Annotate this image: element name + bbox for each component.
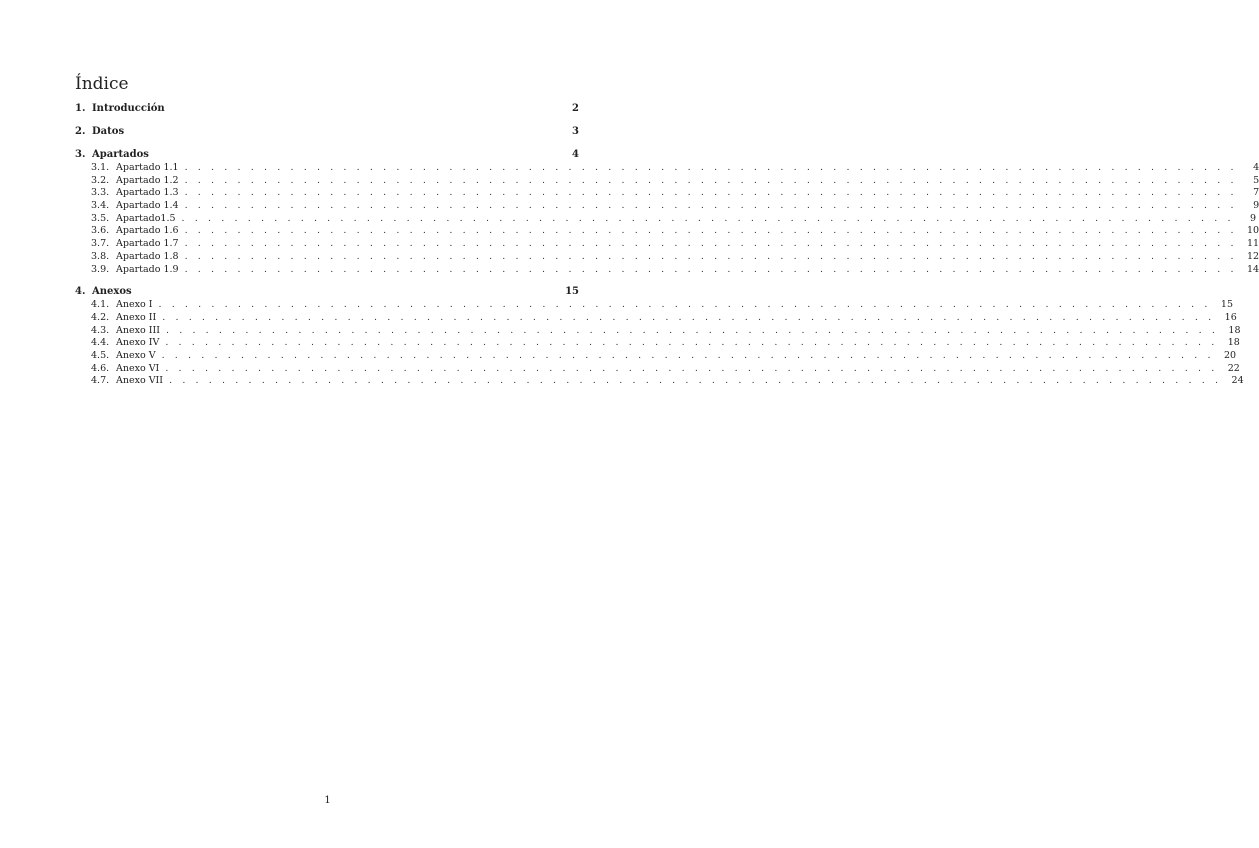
toc-subsection-number: 3.6. xyxy=(91,225,110,237)
toc-subsection-entry[interactable] xyxy=(75,250,1259,264)
toc-subsection-entry[interactable] xyxy=(75,225,1259,238)
toc-subsection-entry[interactable] xyxy=(75,362,1240,376)
dot-leader: . . . . . . . . . . . . . . . . . . . . . . . . . . . . . . . . . . . . . . . . . . . . . . . . . . . . . . . . . . . . . . . . . . . . . . . . . . . . . . . . xyxy=(162,311,1215,323)
toc-subsection-page: 18 xyxy=(1227,337,1240,349)
toc-subsection-title: Anexo II xyxy=(116,311,157,323)
toc-subsection-title: Anexo III xyxy=(116,324,160,336)
toc-section-page: 3 xyxy=(572,126,579,137)
toc-title: Índice xyxy=(75,74,129,94)
section-spacer xyxy=(75,139,579,148)
toc-subsection-title: Apartado 1.3 xyxy=(116,187,179,199)
toc-subsection-page: 14 xyxy=(1247,263,1259,275)
toc-subsection-page: 24 xyxy=(1231,375,1244,387)
toc-subsection-number: 4.6. xyxy=(91,362,110,374)
toc-subsection-title: Anexo VI xyxy=(116,362,160,374)
toc-subsection-entry[interactable] xyxy=(75,337,1240,350)
toc-section-number: 1. xyxy=(75,103,86,114)
toc-subsection-number: 3.7. xyxy=(91,238,110,250)
dot-leader: . . . . . . . . . . . . . . . . . . . . . . . . . . . . . . . . . . . . . . . . . . . . . . . . . . . . . . . . . . . . . . . . . . . . . . . . . . . . . . . . xyxy=(184,263,1238,275)
toc-subsection-page: 7 xyxy=(1253,187,1259,199)
toc-subsection-entry[interactable] xyxy=(75,174,1259,188)
toc-section-entry[interactable] xyxy=(75,125,579,139)
toc-subsection-title: Apartado1.5 xyxy=(116,212,176,224)
toc-subsection-title: Apartado 1.4 xyxy=(116,200,179,212)
dot-leader: . . . . . . . . . . . . . . . . . . . . . . . . . . . . . . . . . . . . . . . . . . . . . . . . . . . . . . . . . . . . . . . . . . . . . . . . . . . . . . . . xyxy=(184,238,1238,250)
toc-section-title: Introducción xyxy=(92,103,165,114)
toc-subsection-page: 9 xyxy=(1253,200,1259,212)
toc-subsection-page: 4 xyxy=(1253,162,1259,173)
dot-leader: . . . . . . . . . . . . . . . . . . . . . . . . . . . . . . . . . . . . . . . . . . . . . . . . . . . . . . . . . . . . . . . . . . . . . . . . . . . . . . . . xyxy=(184,200,1238,212)
dot-leader: . . . . . . . . . . . . . . . . . . . . . . . . . . . . . . . . . . . . . . . . . . . . . . . . . . . . . . . . . . . . . . . . . . . . . . . . . . . . . . . . xyxy=(169,375,1222,387)
toc-subsection-number: 4.2. xyxy=(91,311,110,323)
dot-leader: . . . . . . . . . . . . . . . . . . . . . . . . . . . . . . . . . . . . . . . . . . . . . . . . . . . . . . . . . . . . . . . . . . . . . . . . . . . . . . . . xyxy=(165,362,1218,374)
toc-subsection-entry[interactable] xyxy=(75,311,1237,325)
toc-subsection-entry[interactable] xyxy=(75,212,1257,226)
toc-subsection-title: Apartado 1.7 xyxy=(116,238,179,250)
toc-section-title: Apartados xyxy=(92,149,149,160)
toc-subsection-entry[interactable] xyxy=(75,187,1259,200)
dot-leader: . . . . . . . . . . . . . . . . . . . . . . . . . . . . . . . . . . . . . . . . . . . . . . . . . . . . . . . . . . . . . . . . . . . . . . . . . . . . . . . . xyxy=(158,299,1211,311)
toc-subsection-entry[interactable] xyxy=(75,324,1241,338)
toc-subsection-title: Anexo V xyxy=(116,349,156,361)
toc-section-page: 15 xyxy=(565,286,579,298)
section-spacer xyxy=(75,276,579,285)
toc-subsection-entry[interactable] xyxy=(75,375,1244,388)
toc-section-entry[interactable] xyxy=(75,102,579,116)
toc-subsection-entry[interactable] xyxy=(75,263,1259,277)
toc-subsection-number: 4.1. xyxy=(91,299,110,311)
toc-subsection-page: 22 xyxy=(1227,362,1240,374)
toc-subsection-number: 3.1. xyxy=(91,162,110,173)
toc-section-page: 2 xyxy=(572,103,579,114)
toc-section-entry[interactable] xyxy=(75,148,579,162)
toc-section-number: 2. xyxy=(75,126,86,137)
toc-subsection-page: 10 xyxy=(1247,225,1259,237)
toc-subsection-title: Anexo VII xyxy=(116,375,164,387)
toc-subsection-number: 4.7. xyxy=(91,375,110,387)
toc-subsection-number: 4.3. xyxy=(91,324,110,336)
toc-subsection-entry[interactable] xyxy=(75,162,1259,175)
toc-section-number: 4. xyxy=(75,286,86,298)
dot-leader: . . . . . . . . . . . . . . . . . . . . . . . . . . . . . . . . . . . . . . . . . . . . . . . . . . . . . . . . . . . . . . . . . . . . . . . . . . . . . . . . xyxy=(184,174,1238,186)
dot-leader: . . . . . . . . . . . . . . . . . . . . . . . . . . . . . . . . . . . . . . . . . . . . . . . . . . . . . . . . . . . . . . . . . . . . . . . . . . . . . . . . xyxy=(184,225,1238,237)
toc-subsection-entry[interactable] xyxy=(75,200,1259,213)
toc-subsection-page: 20 xyxy=(1224,349,1237,361)
dot-leader: . . . . . . . . . . . . . . . . . . . . . . . . . . . . . . . . . . . . . . . . . . . . . . . . . . . . . . . . . . . . . . . . . . . . . . . . . . . . . . . . xyxy=(181,212,1235,224)
section-spacer xyxy=(75,116,579,125)
dot-leader: . . . . . . . . . . . . . . . . . . . . . . . . . . . . . . . . . . . . . . . . . . . . . . . . . . . . . . . . . . . . . . . . . . . . . . . . . . . . . . . . xyxy=(184,187,1238,199)
toc-subsection-entry[interactable] xyxy=(75,238,1259,251)
toc-subsection-page: 15 xyxy=(1220,299,1233,311)
dot-leader: . . . . . . . . . . . . . . . . . . . . . . . . . . . . . . . . . . . . . . . . . . . . . . . . . . . . . . . . . . . . . . . . . . . . . . . . . . . . . . . . xyxy=(161,349,1215,361)
toc-subsection-number: 3.2. xyxy=(91,174,110,186)
table-of-contents xyxy=(75,102,1259,388)
toc-subsection-number: 3.4. xyxy=(91,200,110,212)
page-number: 1 xyxy=(324,795,331,806)
toc-subsection-page: 12 xyxy=(1247,250,1259,262)
dot-leader: . . . . . . . . . . . . . . . . . . . . . . . . . . . . . . . . . . . . . . . . . . . . . . . . . . . . . . . . . . . . . . . . . . . . . . . . . . . . . . . . xyxy=(184,250,1238,262)
toc-subsection-entry[interactable] xyxy=(75,349,1237,363)
toc-section-page: 4 xyxy=(572,149,579,160)
toc-subsection-number: 4.4. xyxy=(91,337,110,349)
toc-section-title: Datos xyxy=(92,126,125,137)
dot-leader: . . . . . . . . . . . . . . . . . . . . . . . . . . . . . . . . . . . . . . . . . . . . . . . . . . . . . . . . . . . . . . . . . . . . . . . . . . . . . . . . xyxy=(165,337,1218,349)
toc-subsection-title: Apartado 1.8 xyxy=(116,250,179,262)
toc-subsection-title: Apartado 1.1 xyxy=(116,162,179,173)
toc-subsection-page: 16 xyxy=(1224,311,1237,323)
toc-subsection-title: Apartado 1.6 xyxy=(116,225,179,237)
toc-subsection-title: Anexo IV xyxy=(116,337,160,349)
toc-subsection-number: 4.5. xyxy=(91,349,110,361)
toc-subsection-page: 5 xyxy=(1253,174,1259,186)
toc-subsection-page: 18 xyxy=(1228,324,1241,336)
toc-subsection-entry[interactable] xyxy=(75,299,1233,312)
toc-subsection-title: Apartado 1.9 xyxy=(116,263,179,275)
toc-subsection-title: Apartado 1.2 xyxy=(116,174,179,186)
toc-subsection-number: 3.9. xyxy=(91,263,110,275)
toc-section-title: Anexos xyxy=(92,286,132,298)
toc-section-entry[interactable] xyxy=(75,285,579,299)
toc-subsection-number: 3.8. xyxy=(91,250,110,262)
toc-subsection-number: 3.3. xyxy=(91,187,110,199)
toc-subsection-number: 3.5. xyxy=(91,212,110,224)
toc-subsection-page: 9 xyxy=(1250,212,1257,224)
dot-leader: . . . . . . . . . . . . . . . . . . . . . . . . . . . . . . . . . . . . . . . . . . . . . . . . . . . . . . . . . . . . . . . . . . . . . . . . . . . . . . . . xyxy=(165,324,1219,336)
toc-section-number: 3. xyxy=(75,149,86,160)
toc-subsection-page: 11 xyxy=(1247,238,1259,250)
dot-leader: . . . . . . . . . . . . . . . . . . . . . . . . . . . . . . . . . . . . . . . . . . . . . . . . . . . . . . . . . . . . . . . . . . . . . . . . . . . . . . . . xyxy=(184,162,1238,173)
toc-subsection-title: Anexo I xyxy=(116,299,153,311)
